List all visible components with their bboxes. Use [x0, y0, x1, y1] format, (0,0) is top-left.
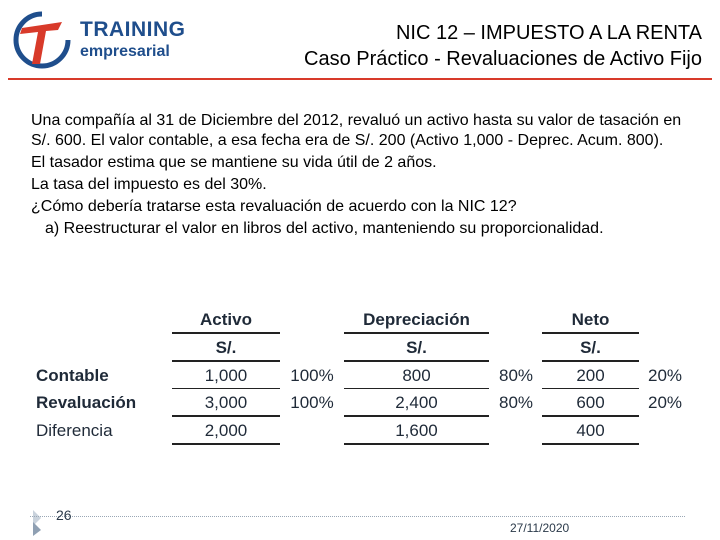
footer-date: 27/11/2020: [510, 521, 570, 535]
paragraph-intro: Una compañía al 31 de Diciembre del 2012, revaluó un activo hasta su valor de tasación en S/. 600. El valor contable, a esa fecha era de S/. 200 (Activo 1,000 - Deprec. Acum. 800).: [31, 112, 682, 149]
header-depreciacion: Depreciación: [363, 310, 470, 329]
cell-diferencia-neto: 400: [576, 421, 605, 440]
unit-underline-depreciacion: [344, 360, 489, 362]
footer-chevron-icon: [31, 508, 43, 536]
row-divider: [344, 415, 489, 417]
logo-text-empresarial: empresarial: [80, 43, 170, 60]
slide-title: [182, 20, 702, 72]
page-number: 26: [56, 507, 72, 523]
row-divider: [542, 415, 639, 417]
row-divider: [172, 415, 280, 417]
cell-contable-neto: 200: [576, 366, 605, 385]
company-logo: [12, 10, 197, 72]
footer-divider: [30, 516, 685, 517]
paragraph-useful-life: El tasador estima que se mantiene su vida útil de 2 años.: [31, 154, 437, 171]
list-item-a: a) Reestructurar el valor en libros del activo, manteniendo su proporcionalidad.: [45, 220, 604, 237]
row-divider: [344, 388, 489, 389]
header-underline-neto: [542, 332, 639, 334]
table-bottom-rule: [172, 443, 280, 445]
header-underline-depreciacion: [344, 332, 489, 334]
unit-underline-activo: [172, 360, 280, 362]
cell-contable-pct-depreciacion: 80%: [498, 366, 534, 385]
row-divider: [172, 388, 280, 389]
cell-contable-depreciacion: 800: [402, 366, 431, 385]
unit-underline-neto: [542, 360, 639, 362]
unit-depreciacion: S/.: [406, 338, 427, 357]
title-line-1: NIC 12 – IMPUESTO A LA RENTA: [395, 22, 702, 44]
unit-activo: S/.: [215, 338, 237, 357]
cell-contable-pct-activo: 100%: [290, 366, 334, 385]
header-neto: Neto: [571, 310, 610, 329]
cell-revaluacion-neto: 600: [576, 393, 605, 412]
header-activo: Activo: [200, 310, 252, 329]
paragraph-tax-rate: La tasa del impuesto es del 30%.: [31, 176, 267, 193]
row-divider: [542, 388, 639, 389]
cell-revaluacion-pct-depreciacion: 80%: [498, 393, 534, 412]
row-label-contable: Contable: [36, 366, 109, 385]
table-bottom-rule: [542, 443, 639, 445]
unit-neto: S/.: [580, 338, 601, 357]
logo-text-training: TRAINING: [80, 18, 186, 41]
cell-revaluacion-activo: 3,000: [204, 393, 248, 412]
cell-contable-pct-neto: 20%: [647, 366, 683, 385]
title-line-2: Caso Práctico - Revaluaciones de Activo Fijo: [304, 48, 702, 70]
cell-revaluacion-pct-activo: 100%: [290, 393, 334, 412]
paragraph-question: ¿Cómo debería tratarse esta revaluación de acuerdo con la NIC 12?: [31, 198, 517, 215]
cell-contable-activo: 1,000: [204, 366, 248, 385]
row-label-diferencia: Diferencia: [36, 421, 113, 440]
cell-revaluacion-pct-neto: 20%: [647, 393, 683, 412]
table-bottom-rule: [344, 443, 489, 445]
case-description: [31, 111, 701, 241]
cell-revaluacion-depreciacion: 2,400: [395, 393, 438, 412]
training-logo-icon: [12, 10, 72, 72]
row-label-revaluacion: Revaluación: [36, 393, 137, 412]
header-divider: [8, 78, 712, 80]
cell-diferencia-depreciacion: 1,600: [395, 421, 438, 440]
cell-diferencia-activo: 2,000: [204, 421, 248, 440]
header-underline-activo: [172, 332, 280, 334]
